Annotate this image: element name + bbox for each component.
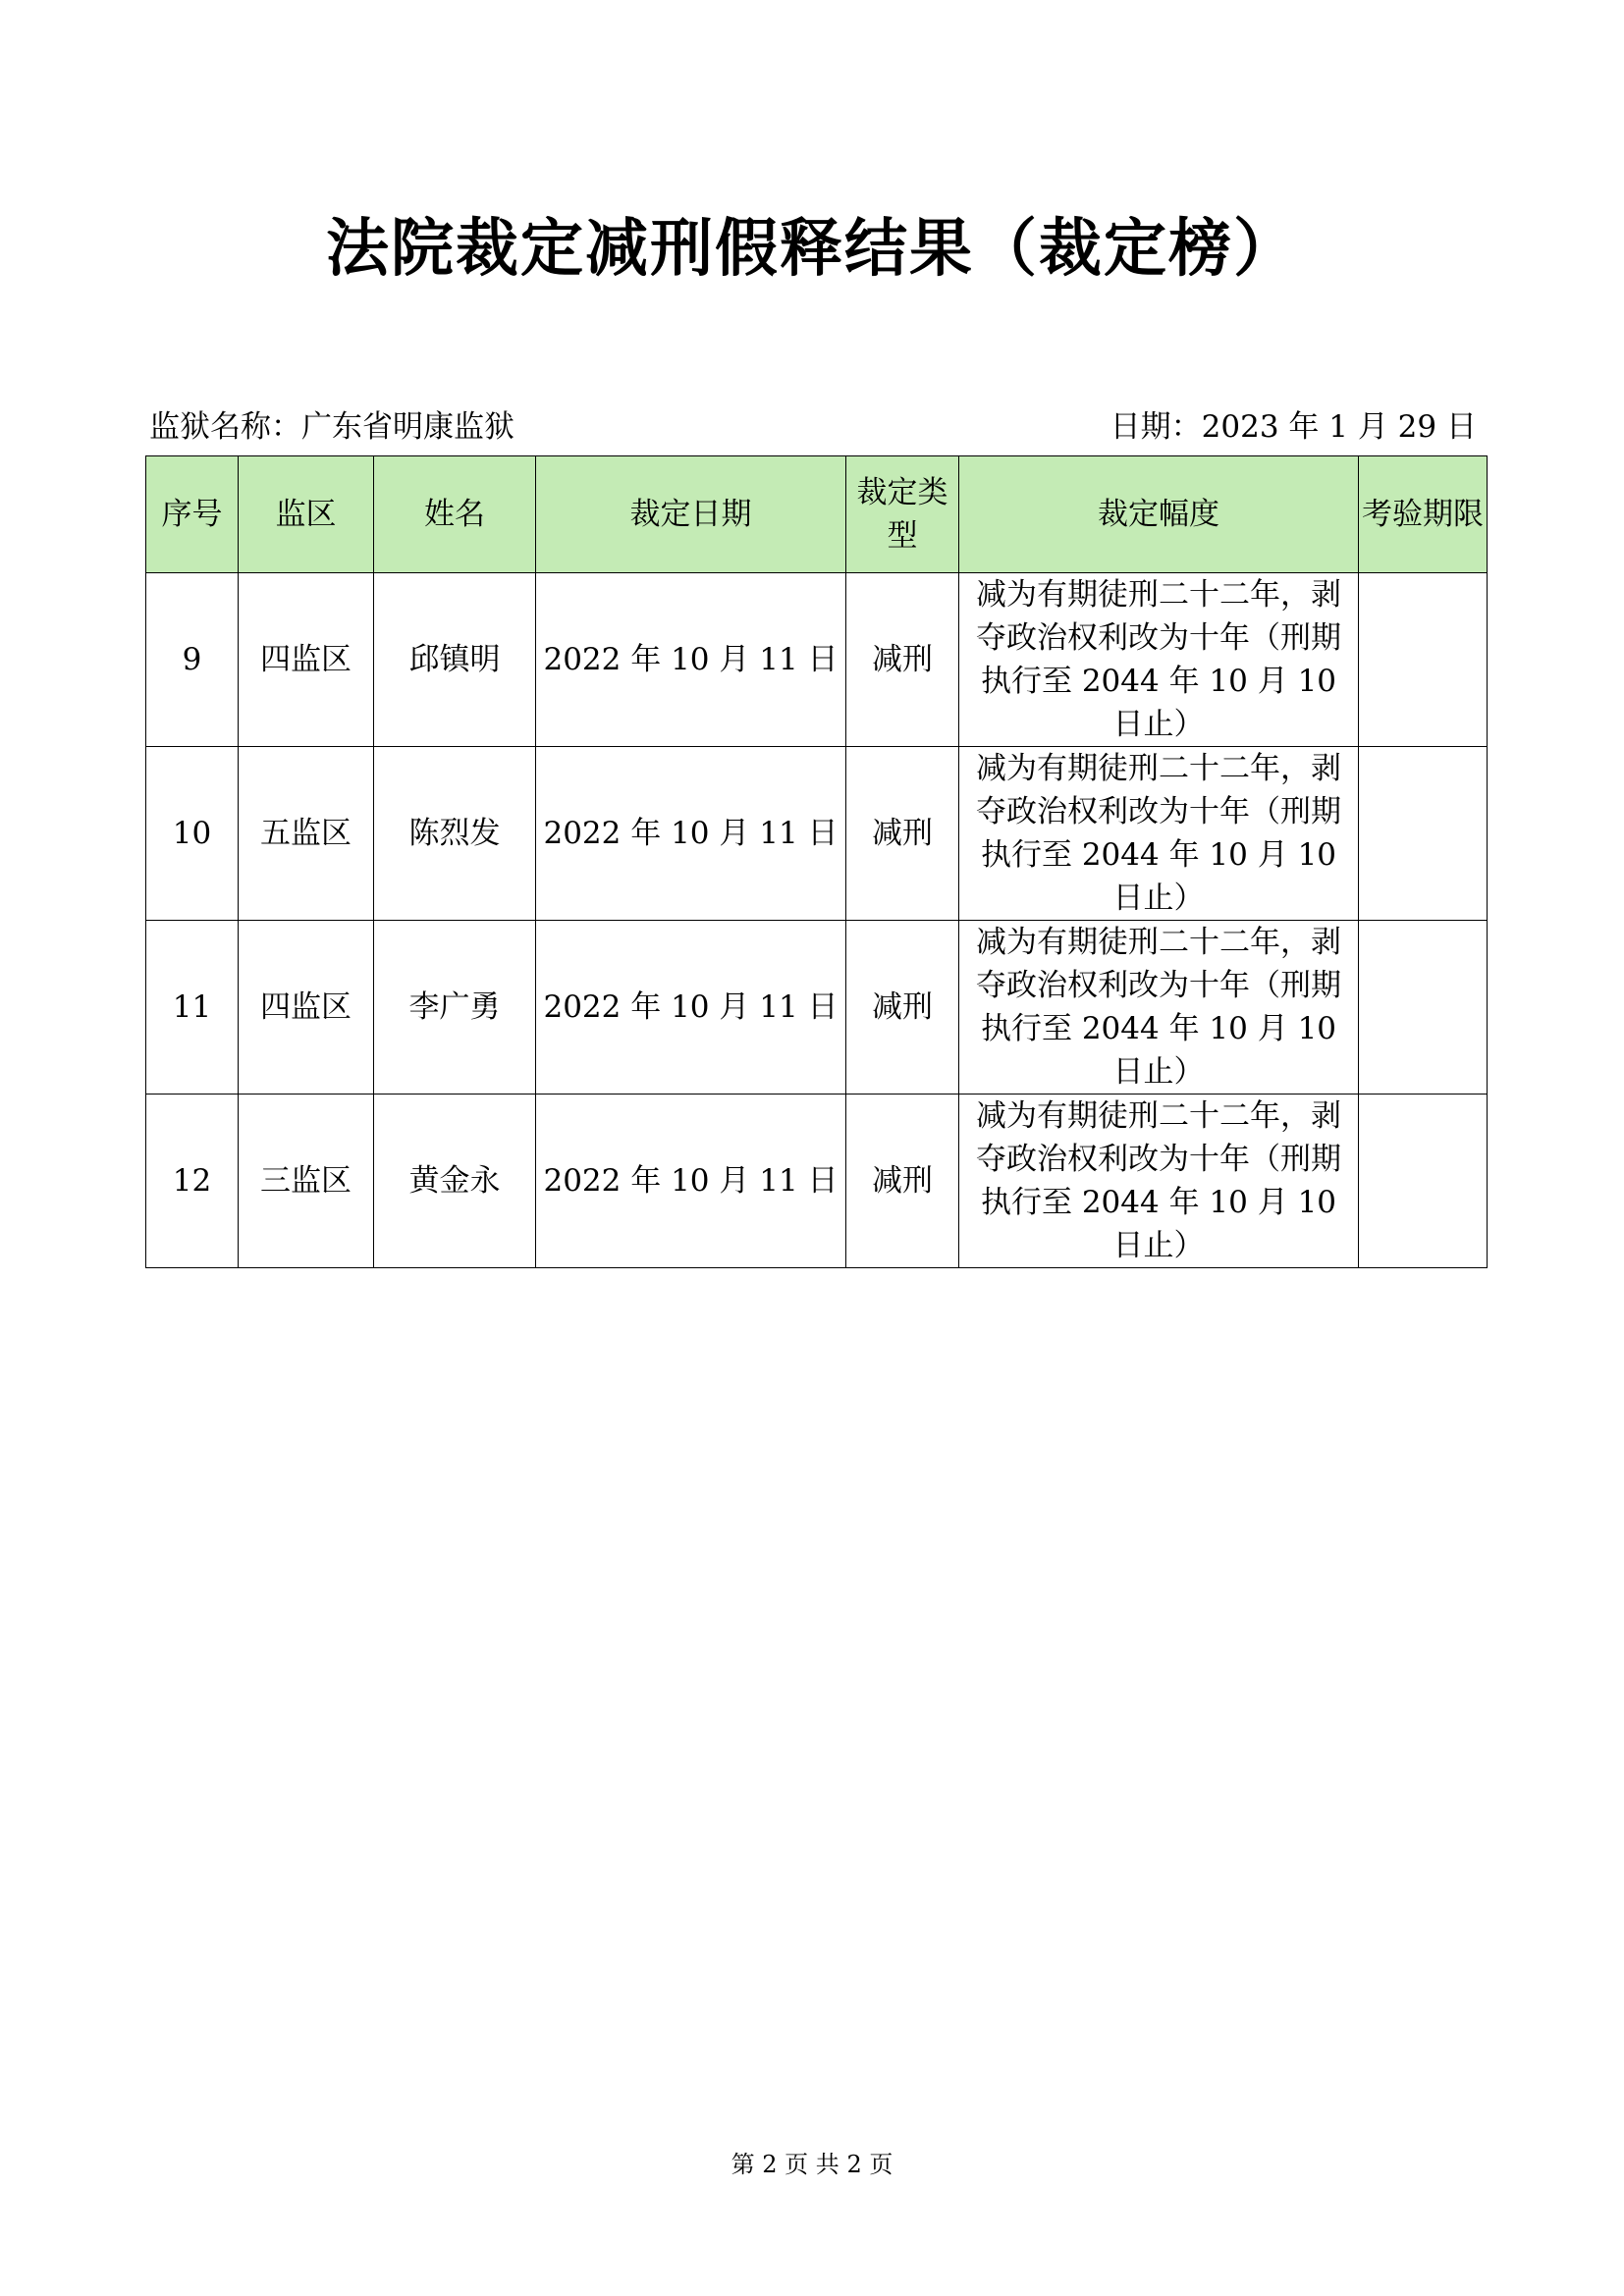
cell-type: 减刑 [846, 573, 959, 747]
table-header-row [146, 456, 1488, 573]
ruling-table [145, 455, 1488, 1268]
table-row [146, 921, 1488, 1095]
cell-no: 12 [146, 1095, 239, 1268]
document-date: 日期：2023 年 1 月 29 日 [1110, 409, 1477, 445]
prison-name: 监狱名称：广东省明康监狱 [149, 409, 514, 445]
cell-range: 减为有期徒刑二十二年，剥夺政治权利改为十年（刑期执行至 2044 年 10 月 10 日止） [959, 747, 1359, 921]
cell-name: 黄金永 [374, 1095, 536, 1268]
cell-no: 9 [146, 573, 239, 747]
column-header-area: 监区 [239, 456, 374, 573]
table-row [146, 573, 1488, 747]
cell-range: 减为有期徒刑二十二年，剥夺政治权利改为十年（刑期执行至 2044 年 10 月 10 日止） [959, 921, 1359, 1095]
column-header-range: 裁定幅度 [959, 456, 1359, 573]
cell-probation [1359, 921, 1488, 1095]
page-title: 法院裁定减刑假释结果（裁定榜） [326, 213, 1298, 286]
cell-type: 减刑 [846, 1095, 959, 1268]
cell-no: 11 [146, 921, 239, 1095]
column-header-date: 裁定日期 [536, 456, 846, 573]
cell-type: 减刑 [846, 921, 959, 1095]
cell-area: 五监区 [239, 747, 374, 921]
cell-date: 2022 年 10 月 11 日 [536, 747, 846, 921]
column-header-name: 姓名 [374, 456, 536, 573]
cell-range: 减为有期徒刑二十二年，剥夺政治权利改为十年（刑期执行至 2044 年 10 月 10 日止） [959, 573, 1359, 747]
cell-date: 2022 年 10 月 11 日 [536, 573, 846, 747]
cell-name: 邱镇明 [374, 573, 536, 747]
cell-no: 10 [146, 747, 239, 921]
cell-type: 减刑 [846, 747, 959, 921]
column-header-type: 裁定类型 [846, 456, 959, 573]
table-row [146, 747, 1488, 921]
cell-probation [1359, 573, 1488, 747]
cell-date: 2022 年 10 月 11 日 [536, 921, 846, 1095]
column-header-no: 序号 [146, 456, 239, 573]
cell-area: 四监区 [239, 573, 374, 747]
cell-name: 陈烈发 [374, 747, 536, 921]
column-header-probation: 考验期限 [1359, 456, 1488, 573]
cell-probation [1359, 1095, 1488, 1268]
cell-date: 2022 年 10 月 11 日 [536, 1095, 846, 1268]
cell-area: 三监区 [239, 1095, 374, 1268]
page-footer: 第 2 页 共 2 页 [731, 2151, 893, 2178]
cell-probation [1359, 747, 1488, 921]
cell-range: 减为有期徒刑二十二年，剥夺政治权利改为十年（刑期执行至 2044 年 10 月 10 日止） [959, 1095, 1359, 1268]
cell-area: 四监区 [239, 921, 374, 1095]
cell-name: 李广勇 [374, 921, 536, 1095]
table-row [146, 1095, 1488, 1268]
